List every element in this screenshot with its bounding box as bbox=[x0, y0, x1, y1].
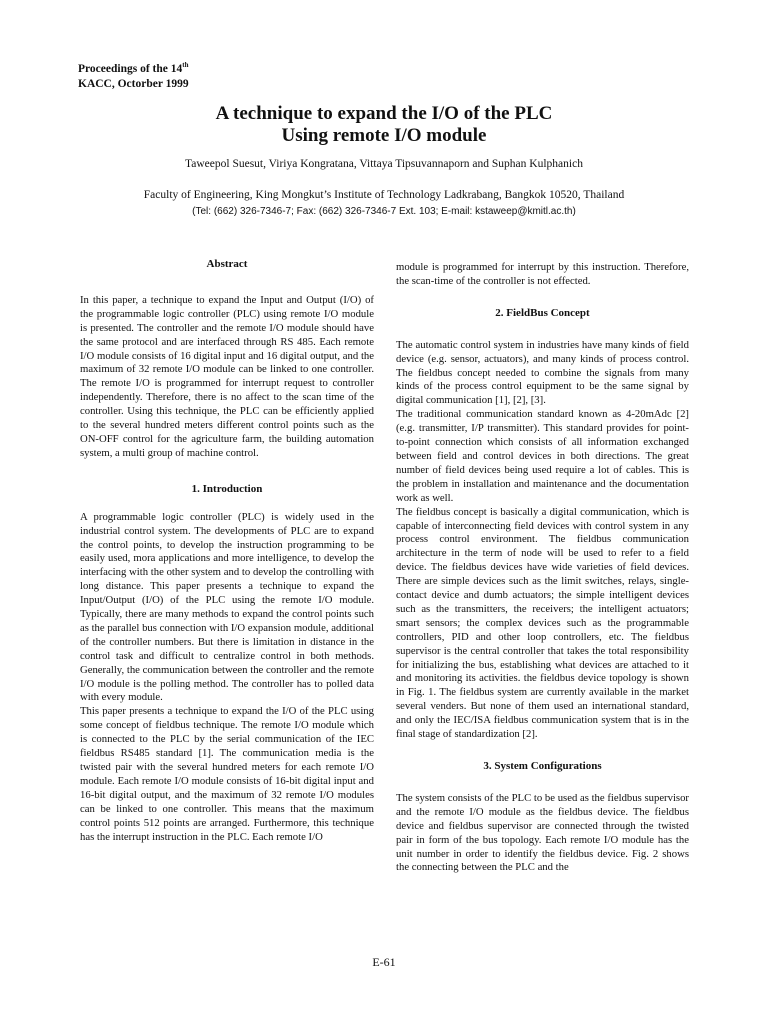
page-number: E-61 bbox=[372, 955, 396, 969]
right-column bbox=[396, 261, 689, 875]
abstract-heading: Abstract bbox=[206, 258, 248, 270]
paper-title bbox=[0, 103, 768, 147]
proceedings-line-2: KACC, Octorber 1999 bbox=[78, 77, 189, 90]
continued-text: module is programmed for interrupt by this instruction. Therefore, the scan-time of the controller is not effected. bbox=[396, 261, 689, 287]
fieldbus-paragraph-1: The automatic control system in industries have many kinds of field device (e.g. sensor, actuators), and many kinds of process control. The fieldbus concept needed to combine the signals from many kinds of the process control equipment to be the same signal by digital communication [1], [2], [3]. bbox=[396, 338, 689, 407]
system-paragraph-1: The system consists of the PLC to be used as the fieldbus supervisor and the remote I/O module as the fieldbus device. The fieldbus device and fieldbus supervisor are connected through the twisted pair in form of the bus topology. Each remote I/O module has the unit number in order to identify the fieldbus device. Fig. 2 shows the connecting between the PLC and the bbox=[396, 791, 689, 874]
fieldbus-paragraph-2: The traditional communication standard known as 4-20mAdc [2] (e.g. transmitter, I/P transmitter). This standard provides for point-to-point connection which consists of all information exchanged between field and control devices in both directions. The great number of field devices being used require a lot of cables. This is the problem in installation and maintenance and the documentation work as well. bbox=[396, 408, 689, 504]
introduction-paragraph-2: This paper presents a technique to expand the I/O of the PLC using some concept of fieldbus technique. The remote I/O module which is connected to the PLC by the serial communication of the IEC fieldbus RS485 standard [1]. The communication media is the twisted pair with the several hundred meters for each remote I/O module. Each remote I/O module consists of 16-bit digital input and 16-bit digital output, and the maximum of 32 remote I/O modules can be linked to one controller. This means that the maximum control points 512 points are arranged. Furthermore, this technique has the interrupt instruction in the PLC. Each remote I/O bbox=[80, 705, 374, 843]
fieldbus-heading: 2. FieldBus Concept bbox=[495, 306, 590, 319]
fieldbus-paragraph-3: The fieldbus concept is basically a digital communication, which is capable of interconnecting field devices with control system in any process control environment. The fieldbus communication architecture in the term of node will be used to refer to a field device. The fieldbus devices have wide varieties of field devices. There are simple devices such as the limit switches, relays, single-contact device and dumb actuators; the simple intelligent devices such as the transmitters, the receivers; the intelligent actuators; smart sensors; the complex devices such as the programmable controllers, PID and other loop controllers, etc. The fieldbus supervisor is the central controller that takes the total responsibility for initializing the bus, establishing what devices are attached to it and monitoring its activities. the fieldbus device topology is shown in Fig. 1. The fieldbus system are currently available in the market several venders. But none of them used an international standard, and only the IEC/ISA fieldbus communication system that is in the final stage of standardization [2]. bbox=[396, 505, 689, 741]
abstract-text: In this paper, a technique to expand the Input and Output (I/O) of the programmable logic controller (PLC) using remote I/O module is presented. The controller and the remote I/O module should have the same protocol and are interfaced through RS 485. Each remote I/O module consists of 16 digital input and 16 digital output, and the maximum of 32 remote I/O module can be linked to one controller. The remote I/O is programmed for interrupt request to controller independently. Therefore, there is no affect to the scan time of the controller. Using this technique, the PLC can be efficiently applied to the several hundred meters different control points such as the ON-OFF control for the agriculture farm, the building automation system, a multi group of machine control. bbox=[80, 293, 374, 459]
proceedings-line-1-text: Proceedings of the 14 bbox=[78, 62, 183, 75]
system-configurations-heading: 3. System Configurations bbox=[483, 760, 602, 772]
affiliation: Faculty of Engineering, King Mongkut’s Institute of Technology Ladkrabang, Bangkok 10520, Thailand bbox=[143, 189, 625, 201]
left-column bbox=[80, 258, 374, 844]
contact-info: (Tel: (662) 326-7346-7; Fax: (662) 326-7346-7 Ext. 103; E-mail: kstaweep@kmitl.ac.th) bbox=[192, 206, 576, 217]
proceedings-line-1 bbox=[78, 58, 189, 77]
paper-title-line-1: A technique to expand the I/O of the PLC bbox=[215, 103, 553, 124]
paper-title-line-2: Using remote I/O module bbox=[281, 125, 487, 146]
authors: Taweepol Suesut, Viriya Kongratana, Vittaya Tipsuvannaporn and Suphan Kulphanich bbox=[185, 158, 583, 170]
proceedings-header bbox=[78, 58, 189, 92]
introduction-paragraph-1: A programmable logic controller (PLC) is widely used in the industrial control system. The developments of PLC are to expand the control points, to develop the instruction programming to be easily used, mora applications and more intelligence, to develop the interfacing with the other system and to develop the controlling with long distance. This paper presents a technique to expand the Input/Output (I/O) of the PLC using the remote I/O module. Typically, there are many methods to expand the control points such as the parallel bus connection with I/O expansion module, additional of the controller numbers. But there is limitation in distance in the control task and difficult to centralize control in both methods. Generally, the communication between the controller and the remote I/O module is the polling method. The controller has to polled data with every module. bbox=[80, 510, 374, 704]
introduction-heading: 1. Introduction bbox=[191, 482, 263, 495]
ordinal-suffix: th bbox=[182, 61, 189, 69]
